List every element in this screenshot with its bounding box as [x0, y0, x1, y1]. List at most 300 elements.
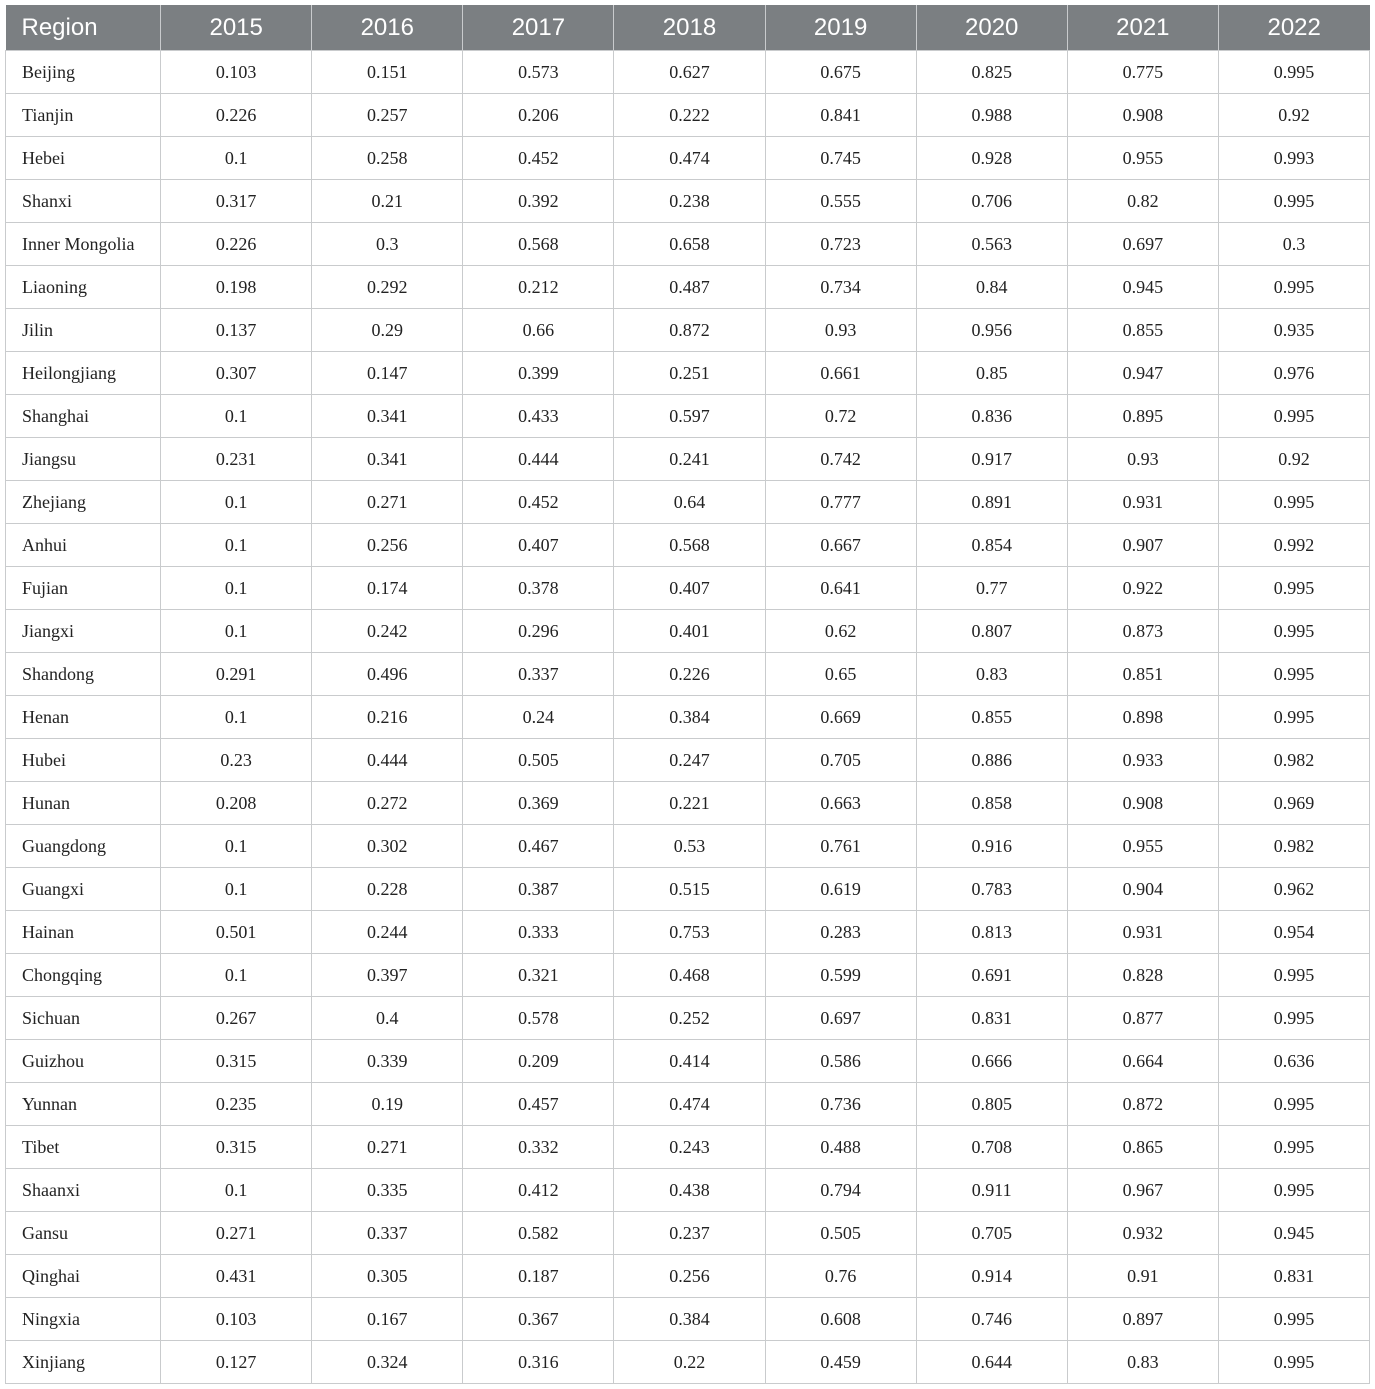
value-cell: 0.995	[1218, 395, 1369, 438]
value-cell: 0.387	[463, 868, 614, 911]
value-cell: 0.252	[614, 997, 765, 1040]
table-row	[6, 524, 1370, 567]
value-cell: 0.1	[161, 395, 312, 438]
value-cell: 0.775	[1067, 51, 1218, 94]
region-cell: Hebei	[6, 137, 161, 180]
region-cell: Hainan	[6, 911, 161, 954]
value-cell: 0.238	[614, 180, 765, 223]
value-cell: 0.22	[614, 1341, 765, 1384]
region-cell: Gansu	[6, 1212, 161, 1255]
value-cell: 0.496	[312, 653, 463, 696]
value-cell: 0.992	[1218, 524, 1369, 567]
value-cell: 0.872	[614, 309, 765, 352]
value-cell: 0.805	[916, 1083, 1067, 1126]
value-cell: 0.706	[916, 180, 1067, 223]
value-cell: 0.241	[614, 438, 765, 481]
column-header-year: 2021	[1067, 5, 1218, 51]
table-row	[6, 395, 1370, 438]
value-cell: 0.783	[916, 868, 1067, 911]
value-cell: 0.1	[161, 868, 312, 911]
value-cell: 0.335	[312, 1169, 463, 1212]
value-cell: 0.573	[463, 51, 614, 94]
value-cell: 0.452	[463, 137, 614, 180]
value-cell: 0.1	[161, 137, 312, 180]
value-cell: 0.127	[161, 1341, 312, 1384]
table-row	[6, 137, 1370, 180]
region-cell: Shaanxi	[6, 1169, 161, 1212]
value-cell: 0.886	[916, 739, 1067, 782]
table-row	[6, 1212, 1370, 1255]
region-cell: Hubei	[6, 739, 161, 782]
value-cell: 0.945	[1067, 266, 1218, 309]
value-cell: 0.414	[614, 1040, 765, 1083]
table-row	[6, 1040, 1370, 1083]
value-cell: 0.705	[916, 1212, 1067, 1255]
value-cell: 0.563	[916, 223, 1067, 266]
table-row	[6, 696, 1370, 739]
value-cell: 0.291	[161, 653, 312, 696]
column-header-year: 2016	[312, 5, 463, 51]
value-cell: 0.1	[161, 481, 312, 524]
value-cell: 0.3	[1218, 223, 1369, 266]
value-cell: 0.82	[1067, 180, 1218, 223]
value-cell: 0.995	[1218, 954, 1369, 997]
value-cell: 0.407	[614, 567, 765, 610]
table-header	[6, 5, 1370, 51]
value-cell: 0.401	[614, 610, 765, 653]
value-cell: 0.474	[614, 137, 765, 180]
value-cell: 0.995	[1218, 653, 1369, 696]
value-cell: 0.64	[614, 481, 765, 524]
value-cell: 0.452	[463, 481, 614, 524]
value-cell: 0.666	[916, 1040, 1067, 1083]
value-cell: 0.597	[614, 395, 765, 438]
value-cell: 0.895	[1067, 395, 1218, 438]
value-cell: 0.23	[161, 739, 312, 782]
data-table	[5, 5, 1370, 1384]
value-cell: 0.488	[765, 1126, 916, 1169]
value-cell: 0.505	[463, 739, 614, 782]
region-cell: Shanxi	[6, 180, 161, 223]
region-cell: Tibet	[6, 1126, 161, 1169]
region-cell: Shandong	[6, 653, 161, 696]
value-cell: 0.251	[614, 352, 765, 395]
value-cell: 0.487	[614, 266, 765, 309]
value-cell: 0.62	[765, 610, 916, 653]
value-cell: 0.675	[765, 51, 916, 94]
region-cell: Fujian	[6, 567, 161, 610]
value-cell: 0.457	[463, 1083, 614, 1126]
value-cell: 0.216	[312, 696, 463, 739]
value-cell: 0.407	[463, 524, 614, 567]
value-cell: 0.103	[161, 51, 312, 94]
value-cell: 0.187	[463, 1255, 614, 1298]
value-cell: 0.77	[916, 567, 1067, 610]
value-cell: 0.341	[312, 438, 463, 481]
value-cell: 0.742	[765, 438, 916, 481]
value-cell: 0.302	[312, 825, 463, 868]
value-cell: 0.578	[463, 997, 614, 1040]
value-cell: 0.208	[161, 782, 312, 825]
value-cell: 0.316	[463, 1341, 614, 1384]
region-cell: Qinghai	[6, 1255, 161, 1298]
value-cell: 0.147	[312, 352, 463, 395]
value-cell: 0.753	[614, 911, 765, 954]
value-cell: 0.167	[312, 1298, 463, 1341]
table-row	[6, 180, 1370, 223]
value-cell: 0.917	[916, 438, 1067, 481]
value-cell: 0.93	[1067, 438, 1218, 481]
value-cell: 0.705	[765, 739, 916, 782]
table-row	[6, 1083, 1370, 1126]
region-cell: Jilin	[6, 309, 161, 352]
value-cell: 0.995	[1218, 1083, 1369, 1126]
value-cell: 0.708	[916, 1126, 1067, 1169]
value-cell: 0.206	[463, 94, 614, 137]
value-cell: 0.995	[1218, 696, 1369, 739]
table-row	[6, 782, 1370, 825]
value-cell: 0.851	[1067, 653, 1218, 696]
value-cell: 0.555	[765, 180, 916, 223]
value-cell: 0.663	[765, 782, 916, 825]
value-cell: 0.995	[1218, 567, 1369, 610]
value-cell: 0.872	[1067, 1083, 1218, 1126]
value-cell: 0.658	[614, 223, 765, 266]
value-cell: 0.993	[1218, 137, 1369, 180]
column-header-year: 2015	[161, 5, 312, 51]
value-cell: 0.828	[1067, 954, 1218, 997]
region-cell: Liaoning	[6, 266, 161, 309]
value-cell: 0.242	[312, 610, 463, 653]
value-cell: 0.444	[463, 438, 614, 481]
region-cell: Yunnan	[6, 1083, 161, 1126]
value-cell: 0.931	[1067, 481, 1218, 524]
region-cell: Guangdong	[6, 825, 161, 868]
value-cell: 0.931	[1067, 911, 1218, 954]
value-cell: 0.501	[161, 911, 312, 954]
value-cell: 0.459	[765, 1341, 916, 1384]
value-cell: 0.995	[1218, 1341, 1369, 1384]
value-cell: 0.619	[765, 868, 916, 911]
value-cell: 0.746	[916, 1298, 1067, 1341]
region-cell: Shanghai	[6, 395, 161, 438]
value-cell: 0.151	[312, 51, 463, 94]
value-cell: 0.904	[1067, 868, 1218, 911]
value-cell: 0.83	[916, 653, 1067, 696]
table-row	[6, 567, 1370, 610]
value-cell: 0.444	[312, 739, 463, 782]
table-row	[6, 997, 1370, 1040]
region-cell: Hunan	[6, 782, 161, 825]
value-cell: 0.244	[312, 911, 463, 954]
table-row	[6, 481, 1370, 524]
value-cell: 0.641	[765, 567, 916, 610]
value-cell: 0.831	[1218, 1255, 1369, 1298]
value-cell: 0.1	[161, 1169, 312, 1212]
value-cell: 0.174	[312, 567, 463, 610]
value-cell: 0.841	[765, 94, 916, 137]
value-cell: 0.855	[1067, 309, 1218, 352]
value-cell: 0.222	[614, 94, 765, 137]
value-cell: 0.1	[161, 567, 312, 610]
value-cell: 0.29	[312, 309, 463, 352]
value-cell: 0.995	[1218, 1126, 1369, 1169]
value-cell: 0.53	[614, 825, 765, 868]
region-cell: Tianjin	[6, 94, 161, 137]
table-row	[6, 1341, 1370, 1384]
column-header-year: 2019	[765, 5, 916, 51]
value-cell: 0.877	[1067, 997, 1218, 1040]
value-cell: 0.813	[916, 911, 1067, 954]
value-cell: 0.908	[1067, 94, 1218, 137]
value-cell: 0.955	[1067, 825, 1218, 868]
value-cell: 0.928	[916, 137, 1067, 180]
value-cell: 0.226	[161, 94, 312, 137]
value-cell: 0.586	[765, 1040, 916, 1083]
value-cell: 0.431	[161, 1255, 312, 1298]
value-cell: 0.807	[916, 610, 1067, 653]
table-row	[6, 266, 1370, 309]
value-cell: 0.19	[312, 1083, 463, 1126]
value-cell: 0.243	[614, 1126, 765, 1169]
value-cell: 0.1	[161, 954, 312, 997]
column-header-year: 2017	[463, 5, 614, 51]
table-body	[6, 51, 1370, 1384]
table-row	[6, 352, 1370, 395]
value-cell: 0.65	[765, 653, 916, 696]
value-cell: 0.256	[614, 1255, 765, 1298]
region-cell: Anhui	[6, 524, 161, 567]
value-cell: 0.831	[916, 997, 1067, 1040]
value-cell: 0.66	[463, 309, 614, 352]
value-cell: 0.988	[916, 94, 1067, 137]
table-row	[6, 309, 1370, 352]
region-cell: Jiangsu	[6, 438, 161, 481]
region-cell: Henan	[6, 696, 161, 739]
value-cell: 0.283	[765, 911, 916, 954]
value-cell: 0.1	[161, 610, 312, 653]
value-cell: 0.369	[463, 782, 614, 825]
table-row	[6, 911, 1370, 954]
value-cell: 0.226	[614, 653, 765, 696]
column-header-year: 2018	[614, 5, 765, 51]
value-cell: 0.384	[614, 696, 765, 739]
value-cell: 0.83	[1067, 1341, 1218, 1384]
value-cell: 0.691	[916, 954, 1067, 997]
value-cell: 0.995	[1218, 51, 1369, 94]
value-cell: 0.307	[161, 352, 312, 395]
value-cell: 0.305	[312, 1255, 463, 1298]
value-cell: 0.969	[1218, 782, 1369, 825]
value-cell: 0.995	[1218, 266, 1369, 309]
table-row	[6, 610, 1370, 653]
value-cell: 0.4	[312, 997, 463, 1040]
value-cell: 0.777	[765, 481, 916, 524]
value-cell: 0.228	[312, 868, 463, 911]
value-cell: 0.137	[161, 309, 312, 352]
value-cell: 0.231	[161, 438, 312, 481]
value-cell: 0.955	[1067, 137, 1218, 180]
table-row	[6, 51, 1370, 94]
value-cell: 0.226	[161, 223, 312, 266]
value-cell: 0.438	[614, 1169, 765, 1212]
value-cell: 0.995	[1218, 1169, 1369, 1212]
value-cell: 0.384	[614, 1298, 765, 1341]
value-cell: 0.898	[1067, 696, 1218, 739]
value-cell: 0.865	[1067, 1126, 1218, 1169]
value-cell: 0.568	[463, 223, 614, 266]
value-cell: 0.433	[463, 395, 614, 438]
value-cell: 0.568	[614, 524, 765, 567]
value-cell: 0.93	[765, 309, 916, 352]
value-cell: 0.947	[1067, 352, 1218, 395]
value-cell: 0.467	[463, 825, 614, 868]
value-cell: 0.267	[161, 997, 312, 1040]
value-cell: 0.982	[1218, 825, 1369, 868]
value-cell: 0.271	[312, 481, 463, 524]
region-cell: Heilongjiang	[6, 352, 161, 395]
value-cell: 0.315	[161, 1040, 312, 1083]
value-cell: 0.636	[1218, 1040, 1369, 1083]
value-cell: 0.608	[765, 1298, 916, 1341]
value-cell: 0.221	[614, 782, 765, 825]
value-cell: 0.317	[161, 180, 312, 223]
value-cell: 0.332	[463, 1126, 614, 1169]
value-cell: 0.1	[161, 524, 312, 567]
value-cell: 0.954	[1218, 911, 1369, 954]
value-cell: 0.914	[916, 1255, 1067, 1298]
value-cell: 0.734	[765, 266, 916, 309]
table-row	[6, 1298, 1370, 1341]
value-cell: 0.3	[312, 223, 463, 266]
table-row	[6, 438, 1370, 481]
region-cell: Xinjiang	[6, 1341, 161, 1384]
table-row	[6, 94, 1370, 137]
value-cell: 0.873	[1067, 610, 1218, 653]
region-cell: Inner Mongolia	[6, 223, 161, 266]
value-cell: 0.1	[161, 696, 312, 739]
value-cell: 0.324	[312, 1341, 463, 1384]
value-cell: 0.367	[463, 1298, 614, 1341]
column-header-region: Region	[6, 5, 161, 51]
value-cell: 0.922	[1067, 567, 1218, 610]
value-cell: 0.258	[312, 137, 463, 180]
value-cell: 0.761	[765, 825, 916, 868]
value-cell: 0.256	[312, 524, 463, 567]
region-cell: Guizhou	[6, 1040, 161, 1083]
value-cell: 0.933	[1067, 739, 1218, 782]
table-row	[6, 954, 1370, 997]
value-cell: 0.72	[765, 395, 916, 438]
value-cell: 0.911	[916, 1169, 1067, 1212]
column-header-year: 2020	[916, 5, 1067, 51]
table-row	[6, 223, 1370, 266]
value-cell: 0.247	[614, 739, 765, 782]
value-cell: 0.339	[312, 1040, 463, 1083]
region-cell: Zhejiang	[6, 481, 161, 524]
value-cell: 0.945	[1218, 1212, 1369, 1255]
value-cell: 0.897	[1067, 1298, 1218, 1341]
table-row	[6, 739, 1370, 782]
value-cell: 0.333	[463, 911, 614, 954]
value-cell: 0.967	[1067, 1169, 1218, 1212]
value-cell: 0.515	[614, 868, 765, 911]
table-row	[6, 1126, 1370, 1169]
region-cell: Ningxia	[6, 1298, 161, 1341]
value-cell: 0.257	[312, 94, 463, 137]
region-cell: Beijing	[6, 51, 161, 94]
value-cell: 0.891	[916, 481, 1067, 524]
value-cell: 0.412	[463, 1169, 614, 1212]
value-cell: 0.908	[1067, 782, 1218, 825]
value-cell: 0.1	[161, 825, 312, 868]
value-cell: 0.697	[765, 997, 916, 1040]
value-cell: 0.932	[1067, 1212, 1218, 1255]
value-cell: 0.825	[916, 51, 1067, 94]
value-cell: 0.271	[312, 1126, 463, 1169]
value-cell: 0.667	[765, 524, 916, 567]
value-cell: 0.627	[614, 51, 765, 94]
value-cell: 0.321	[463, 954, 614, 997]
value-cell: 0.92	[1218, 94, 1369, 137]
value-cell: 0.697	[1067, 223, 1218, 266]
value-cell: 0.907	[1067, 524, 1218, 567]
value-cell: 0.337	[463, 653, 614, 696]
value-cell: 0.235	[161, 1083, 312, 1126]
value-cell: 0.664	[1067, 1040, 1218, 1083]
value-cell: 0.858	[916, 782, 1067, 825]
value-cell: 0.745	[765, 137, 916, 180]
value-cell: 0.271	[161, 1212, 312, 1255]
value-cell: 0.661	[765, 352, 916, 395]
value-cell: 0.916	[916, 825, 1067, 868]
value-cell: 0.24	[463, 696, 614, 739]
value-cell: 0.995	[1218, 481, 1369, 524]
column-header-year: 2022	[1218, 5, 1369, 51]
value-cell: 0.237	[614, 1212, 765, 1255]
value-cell: 0.956	[916, 309, 1067, 352]
value-cell: 0.76	[765, 1255, 916, 1298]
table-row	[6, 1169, 1370, 1212]
table-row	[6, 868, 1370, 911]
region-cell: Chongqing	[6, 954, 161, 997]
value-cell: 0.198	[161, 266, 312, 309]
table-row	[6, 825, 1370, 868]
value-cell: 0.84	[916, 266, 1067, 309]
value-cell: 0.397	[312, 954, 463, 997]
value-cell: 0.505	[765, 1212, 916, 1255]
value-cell: 0.855	[916, 696, 1067, 739]
table-row	[6, 653, 1370, 696]
value-cell: 0.723	[765, 223, 916, 266]
value-cell: 0.296	[463, 610, 614, 653]
value-cell: 0.337	[312, 1212, 463, 1255]
value-cell: 0.962	[1218, 868, 1369, 911]
value-cell: 0.599	[765, 954, 916, 997]
value-cell: 0.995	[1218, 1298, 1369, 1341]
value-cell: 0.85	[916, 352, 1067, 395]
value-cell: 0.21	[312, 180, 463, 223]
value-cell: 0.836	[916, 395, 1067, 438]
value-cell: 0.736	[765, 1083, 916, 1126]
value-cell: 0.468	[614, 954, 765, 997]
value-cell: 0.669	[765, 696, 916, 739]
value-cell: 0.212	[463, 266, 614, 309]
region-cell: Sichuan	[6, 997, 161, 1040]
value-cell: 0.582	[463, 1212, 614, 1255]
value-cell: 0.341	[312, 395, 463, 438]
value-cell: 0.292	[312, 266, 463, 309]
